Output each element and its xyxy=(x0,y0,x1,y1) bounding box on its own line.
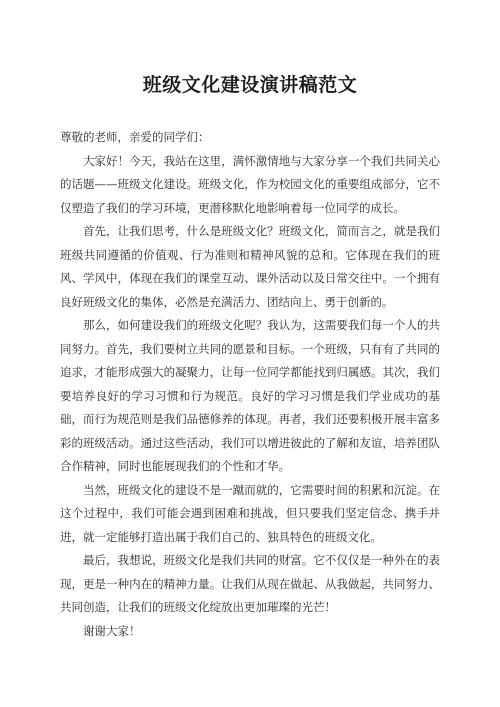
paragraph-4: 当然，班级文化的建设不是一蹴而就的，它需要时间的积累和沉淀。在这个过程中，我们可能会遇到困难和挑战，但只要我们坚定信念、携手并进，就一定能够打造出属于我们自己的、独具特色的班级文化。 xyxy=(60,482,440,544)
paragraph-2: 首先，让我们思考，什么是班级文化？班级文化，简而言之，就是我们班级共同遵循的价值观、行为准则和精神风貌的总和。它体现在我们的班风、学风中，体现在我们的课堂互动、课外活动以及日常交往中。一个拥有良好班级文化的集体，必然是充满活力、团结向上、勇于创新的。 xyxy=(60,224,440,309)
salutation: 尊敬的老师，亲爱的同学们： xyxy=(60,130,210,144)
paragraph-5: 最后，我想说，班级文化是我们共同的财富。它不仅仅是一种外在的表现，更是一种内在的精神力量。让我们从现在做起、从我做起，共同努力、共同创造，让我们的班级文化绽放出更加璀璨的光芒！ xyxy=(60,553,440,614)
document-title: 班级文化建设演讲稿范文 xyxy=(142,74,358,96)
paragraph-3: 那么，如何建设我们的班级文化呢？我认为，这需要我们每一个人的共同努力。首先，我们要树立共同的愿景和目标。一个班级，只有有了共同的追求，才能形成强大的凝聚力，让每一位同学都能找到归属感。其次，我们要培养良好的学习习惯和行为规范。良好的学习习惯是我们学业成功的基础，而行为规范则是我们品德修养的体现。再者，我们还要积极开展丰富多彩的班级活动。通过这些活动，我们可以增进彼此的了解和友谊，培养团队合作精神，同时也能展现我们的个性和才华。 xyxy=(60,318,440,473)
paragraph-1: 大家好！今天，我站在这里，满怀激情地与大家分享一个我们共同关心的话题——班级文化建设。班级文化，作为校园文化的重要组成部分，它不仅塑造了我们的学习环境，更潜移默化地影响着每一位同学的成长。 xyxy=(60,153,440,215)
closing-line: 谢谢大家！ xyxy=(83,623,141,638)
